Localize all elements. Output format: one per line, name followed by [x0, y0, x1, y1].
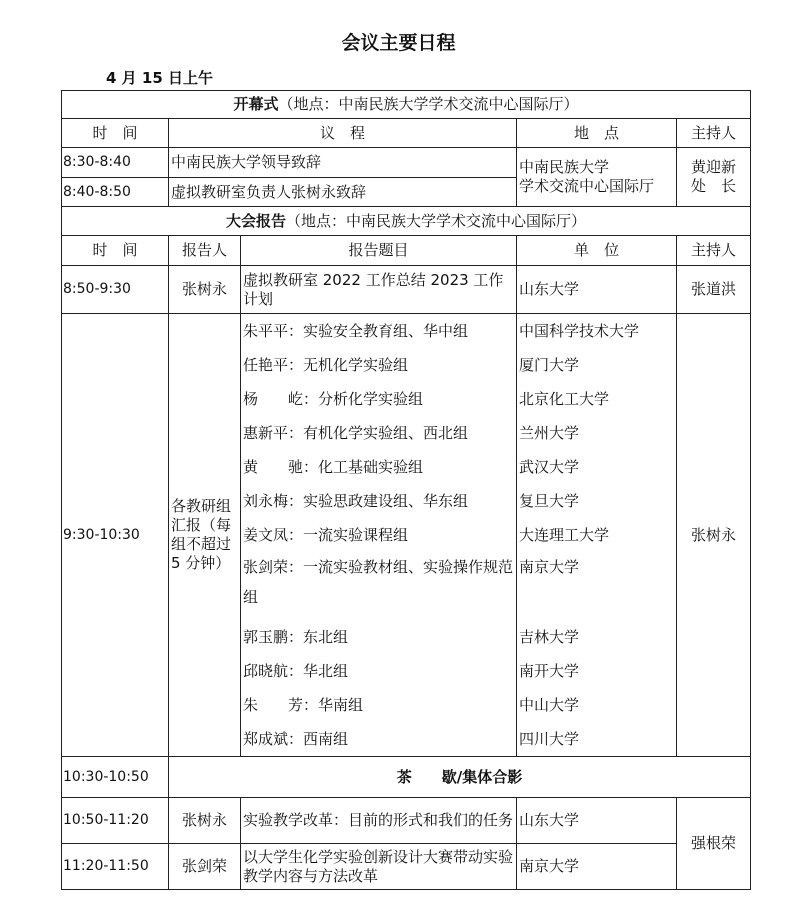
header-reporter: 报告人 [169, 236, 241, 266]
page-title: 会议主要日程 [341, 32, 456, 54]
plenary-section-row [62, 207, 751, 236]
reporter-cell: 张剑荣 [169, 844, 241, 890]
table-row [62, 798, 751, 844]
list-item: 郑成斌：西南组 [243, 730, 349, 748]
list-item: 任艳平：无机化学实验组 [243, 356, 409, 374]
list-item: 郭玉鹏：东北组 [243, 628, 349, 646]
schedule-table [61, 90, 751, 890]
plenary-section-title: 大会报告（地点：中南民族大学学术交流中心国际厅） [62, 207, 751, 236]
header-unit: 单 位 [517, 236, 677, 266]
topic-cell: 虚拟教研室 2022 工作总结 2023 工作计划 [241, 266, 517, 314]
list-item: 姜文凤：一流实验课程组 [243, 526, 409, 544]
header-location: 地 点 [517, 119, 677, 148]
list-item: 吉林大学 [519, 628, 580, 646]
list-item: 邱晓航：华北组 [243, 662, 349, 680]
host-cell: 张树永 [677, 314, 751, 757]
tea-break-cell: 茶 歇/集体合影 [169, 757, 751, 798]
reporter-cell: 张树永 [169, 266, 241, 314]
list-item: 中国科学技术大学 [519, 322, 640, 340]
list-item: 北京化工大学 [519, 390, 610, 408]
list-item: 兰州大学 [519, 424, 580, 442]
list-item: 厦门大学 [519, 356, 580, 374]
opening-host-cell: 黄迎新 处 长 [677, 148, 751, 207]
list-item: 南开大学 [519, 662, 580, 680]
list-item: 朱平平：实验安全教育组、华中组 [243, 322, 469, 340]
opening-section-title: 开幕式（地点：中南民族大学学术交流中心国际厅） [62, 91, 751, 119]
group-unit-list [517, 314, 677, 757]
opening-section-row [62, 91, 751, 119]
header-topic: 报告题目 [241, 236, 517, 266]
reporter-cell: 张树永 [169, 798, 241, 844]
opening-header-row [62, 119, 751, 148]
unit-cell: 山东大学 [517, 798, 677, 844]
list-item: 黄 驰：化工基础实验组 [243, 458, 424, 476]
list-item: 杨 屹：分析化学实验组 [243, 390, 424, 408]
time-cell: 11:20-11:50 [62, 844, 169, 890]
list-item: 大连理工大学 [519, 526, 610, 544]
list-item: 惠新平：有机化学实验组、西北组 [243, 424, 469, 442]
list-item: 中山大学 [519, 696, 580, 714]
table-row [62, 266, 751, 314]
table-row [62, 844, 751, 890]
host-cell: 张道洪 [677, 266, 751, 314]
header-time: 时 间 [62, 119, 169, 148]
unit-cell: 南京大学 [517, 844, 677, 890]
header-host: 主持人 [677, 236, 751, 266]
agenda-cell: 中南民族大学领导致辞 [169, 148, 517, 178]
agenda-cell: 虚拟教研室负责人张树永致辞 [169, 178, 517, 207]
reporter-cell: 各教研组汇报（每组不超过 5 分钟） [169, 314, 241, 757]
list-item: 复旦大学 [519, 492, 580, 510]
time-cell: 8:40-8:50 [62, 178, 169, 207]
time-cell: 8:30-8:40 [62, 148, 169, 178]
unit-cell: 山东大学 [517, 266, 677, 314]
header-agenda: 议 程 [169, 119, 517, 148]
list-item: 刘永梅：实验思政建设组、华东组 [243, 492, 469, 510]
host-cell: 强根荣 [677, 798, 751, 890]
table-row [62, 314, 751, 757]
topic-cell: 实验教学改革：目前的形式和我们的任务 [241, 798, 517, 844]
list-item: 武汉大学 [519, 458, 580, 476]
header-time: 时 间 [62, 236, 169, 266]
time-cell: 8:50-9:30 [62, 266, 169, 314]
list-item: 张剑荣：一流实验教材组、实验操作规范组 [243, 558, 514, 606]
time-cell: 10:50-11:20 [62, 798, 169, 844]
list-item: 四川大学 [519, 730, 580, 748]
opening-location-cell: 中南民族大学 学术交流中心国际厅 [517, 148, 677, 207]
header-host: 主持人 [677, 119, 751, 148]
plenary-header-row [62, 236, 751, 266]
topic-cell: 以大学生化学实验创新设计大赛带动实验教学内容与方法改革 [241, 844, 517, 890]
group-topic-list [241, 314, 517, 757]
session-date: 4 月 15 日上午 [106, 69, 213, 87]
time-cell: 9:30-10:30 [62, 314, 169, 757]
list-item: 朱 芳：华南组 [243, 696, 364, 714]
table-row [62, 757, 751, 798]
table-row [62, 148, 751, 178]
list-item: 南京大学 [519, 558, 580, 576]
time-cell: 10:30-10:50 [62, 757, 169, 798]
